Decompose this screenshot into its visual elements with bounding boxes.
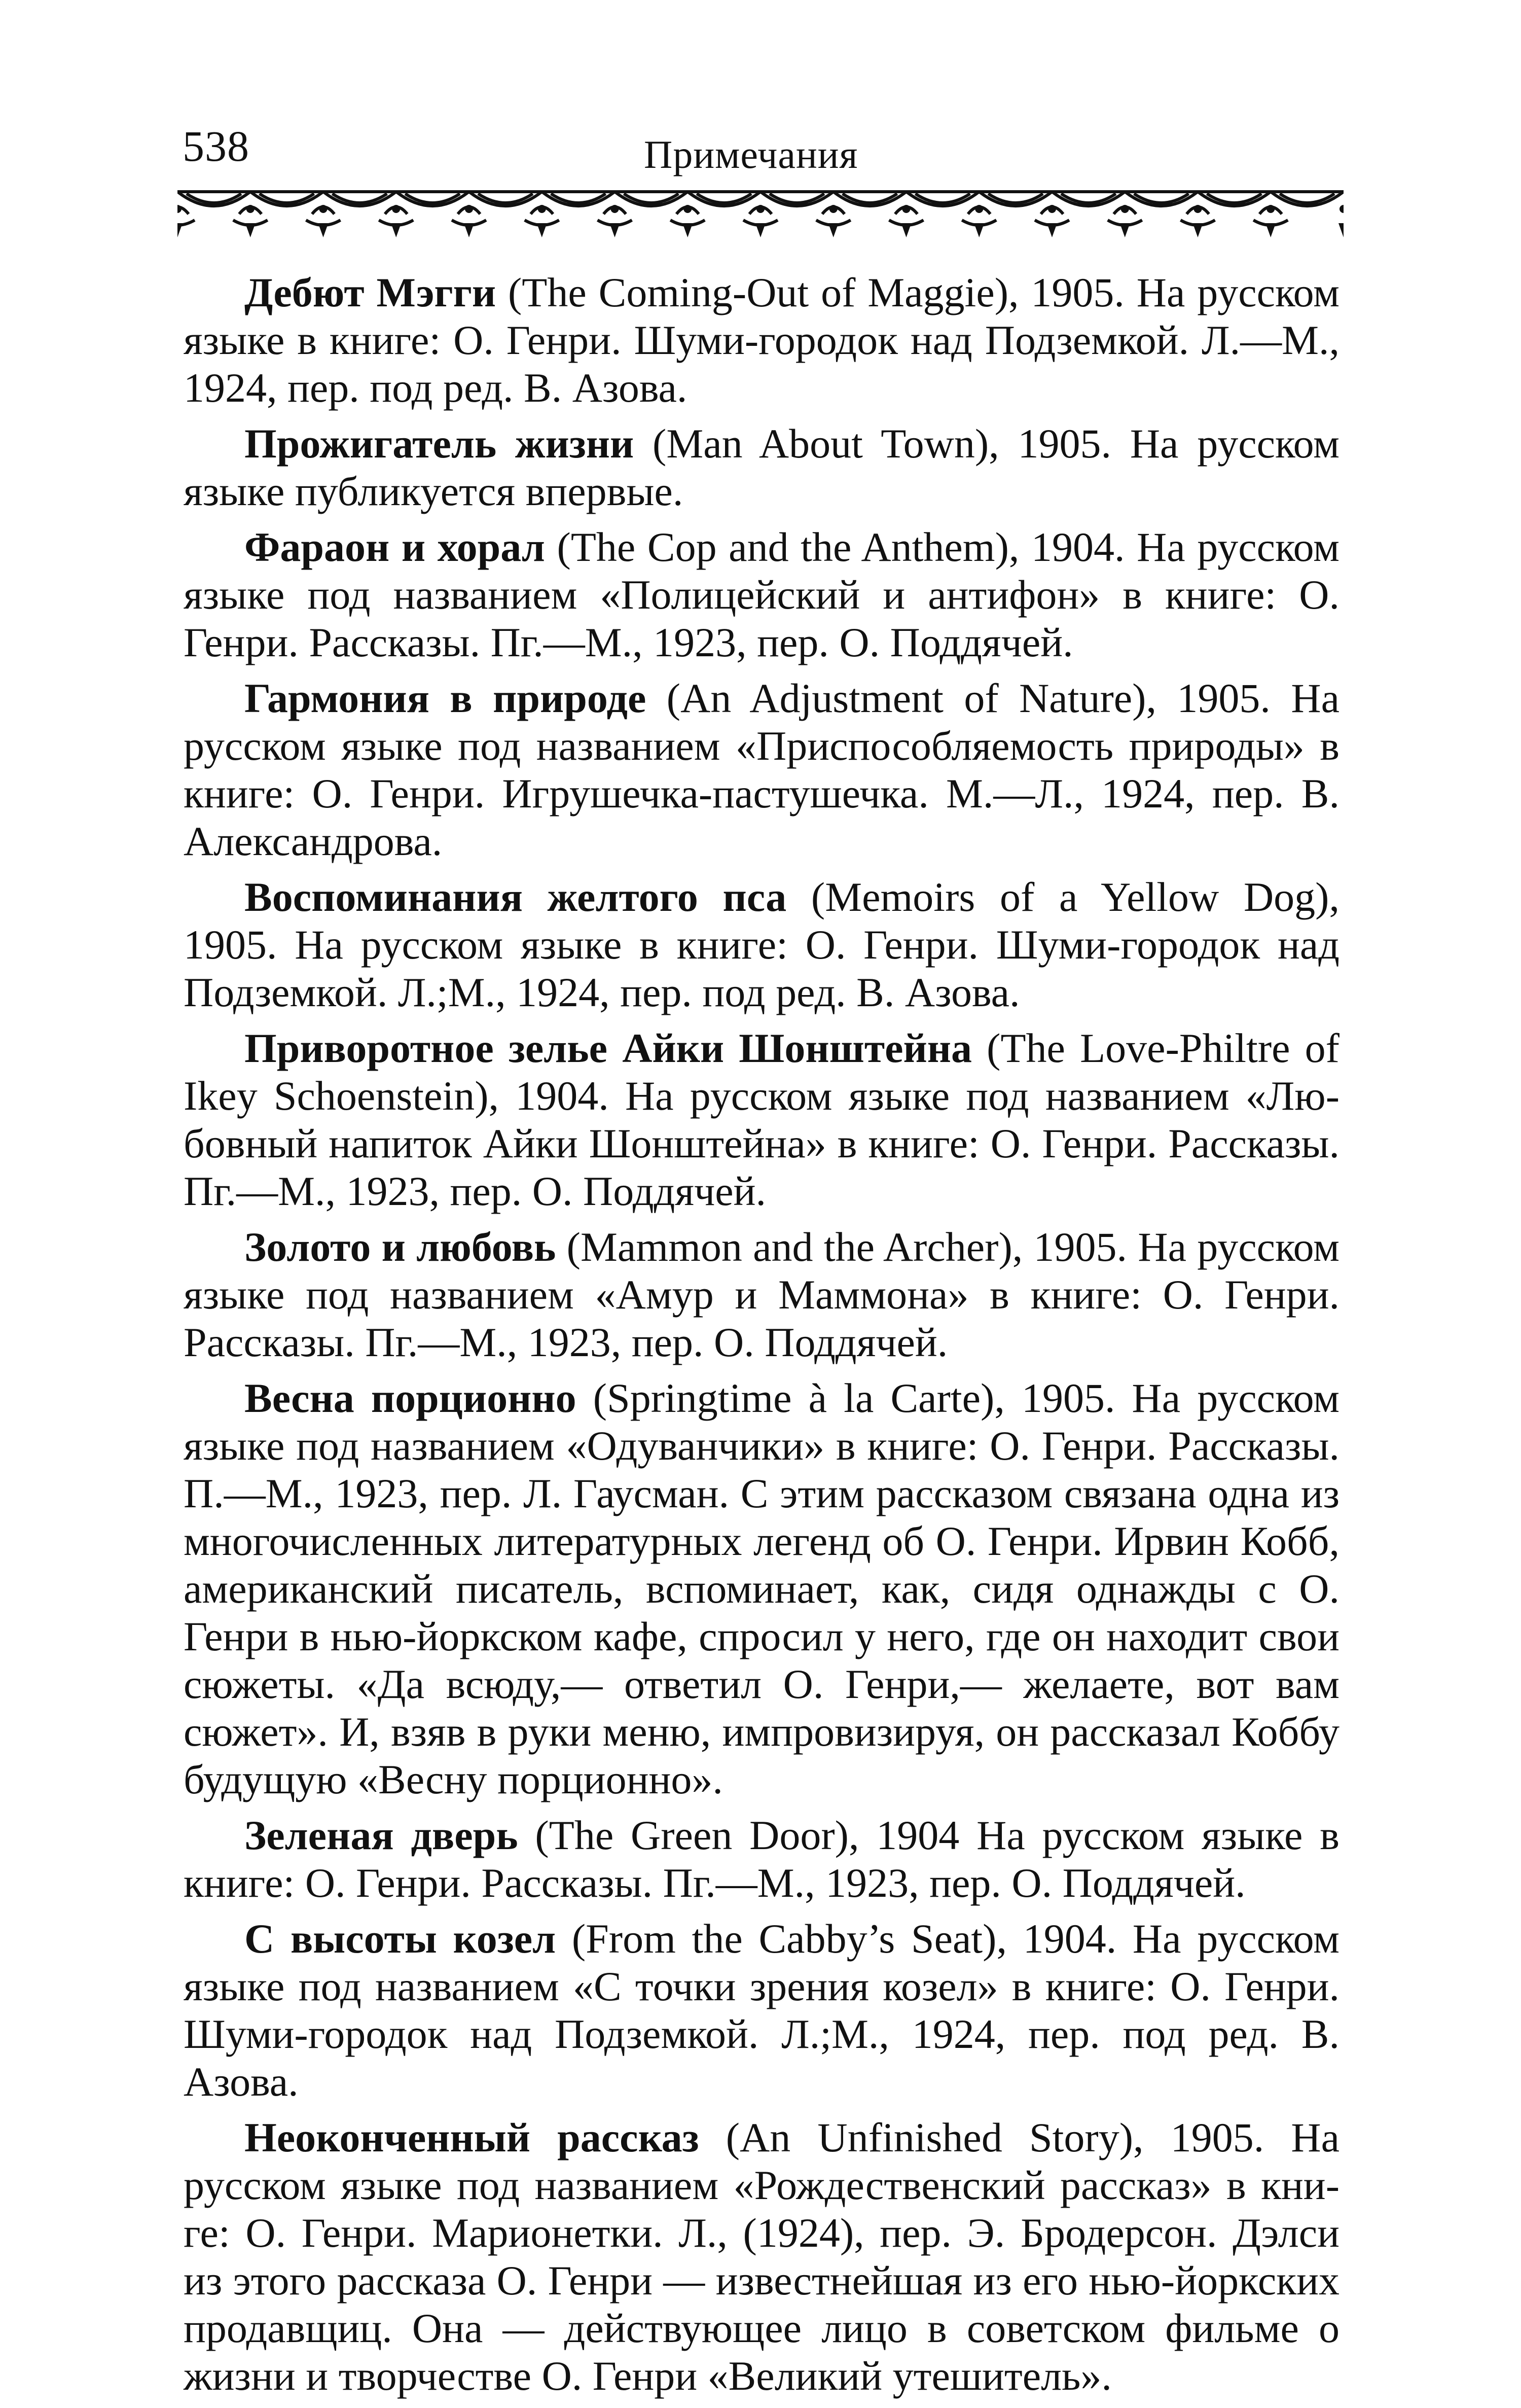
- note-title: Зеленая дверь: [244, 1812, 518, 1858]
- ornament-bead: [1048, 205, 1056, 213]
- note-entry: [184, 420, 1339, 515]
- note-text: (An Unfinished Story), 1905. На русском языке под названием «Рождественский рассказ» в книге: О. Генри. Марионетки. Л., (1924), пер. Э. Бродерсон. Дэлси из этого рассказа О. Генри — известнейшая из его нью-йоркских продавщиц. Она — действующее лицо в советском фильме о жизни и творчестве О. Генри «Великий утешитель».: [184, 2114, 1339, 2399]
- running-head-title: Примечания: [644, 132, 858, 176]
- ornament-drop: [1047, 223, 1057, 237]
- note-entry: [184, 2114, 1339, 2400]
- note-text: (The Green Door), 1904 На русском языке в книге: О. Генри. Рассказы. Пг.—М., 1923, пер. О. Поддячей.: [184, 1812, 1339, 1906]
- note-text: (The Cop and the Anthem), 1904. На русском языке под названием «Полицейский и антифон» в книге: О. Генри. Рассказы. Пг.—М., 1923, пер. О. Поддячей.: [184, 524, 1339, 665]
- note-entry: [184, 1374, 1339, 1803]
- ornament-drop: [974, 223, 984, 237]
- note-title: Фараон и хорал: [244, 524, 545, 570]
- ornament-drop: [1265, 223, 1276, 237]
- note-text: (The Coming-Out of Maggie), 1905. На русском языке в книге: О. Генри. Шуми-городок над Подземкой. Л.—М., 1924, пер. под ред. В. Азова.: [184, 269, 1339, 411]
- ornament-bead: [902, 205, 911, 213]
- ornament-bead: [1339, 205, 1344, 213]
- ornament-bead: [829, 205, 838, 213]
- note-title: Дебют Мэгги: [244, 269, 496, 315]
- ornament-bead: [319, 205, 328, 213]
- notes-list: [184, 269, 1339, 2408]
- note-title: Неоконченный рассказ: [244, 2114, 699, 2161]
- ornament-drop: [245, 223, 256, 237]
- note-entry: [184, 269, 1339, 412]
- ornament-drop: [1193, 223, 1203, 237]
- note-title: Золото и любовь: [244, 1224, 556, 1270]
- note-entry: [184, 675, 1339, 865]
- ornament-drop: [901, 223, 912, 237]
- note-entry: [184, 1024, 1339, 1215]
- ornament-drop: [1120, 223, 1130, 237]
- note-entry: [184, 523, 1339, 666]
- note-entry: [184, 1915, 1339, 2106]
- ornament-drop: [682, 223, 693, 237]
- ornament-bead: [975, 205, 983, 213]
- ornament-drop: [828, 223, 839, 237]
- ornament-bead: [538, 205, 546, 213]
- ornament-bead: [1121, 205, 1129, 213]
- note-text: (The Love-Philtre of Ikey Schoenstein), 1904. На русском языке под названием «Любовный напиток Айки Шонштейна» в книге: О. Генри. Рассказы. Пг.—М., 1923, пер. О. Поддячей.: [184, 1025, 1339, 1214]
- note-title: Приворотное зелье Айки Шонштейна: [244, 1025, 972, 1071]
- ornament-drop: [391, 223, 401, 237]
- note-text: (From the Cabby’s Seat), 1904. На русском языке под названием «С точки зрения козел» в книге: О. Генри. Шуми-городок над Подземкой. Л.;М., 1924, пер. под ред. В. Азова.: [184, 1916, 1339, 2105]
- note-title: Прожигатель жизни: [244, 420, 634, 467]
- note-text: (An Adjustment of Nature), 1905. На русском языке под названием «Приспособляемость природы» в книге: О. Генри. Игрушечка-пастушечка. М.—Л., 1924, пер. В. Александрова.: [184, 675, 1339, 864]
- note-text: (Mammon and the Archer), 1905. На русском языке под названием «Амур и Маммона» в книге: О. Генри. Рассказы. Пг.—М., 1923, пер. О. Поддячей.: [184, 1224, 1339, 1365]
- ornament-bead: [392, 205, 400, 213]
- note-text: (Springtime à la Carte), 1905. На русском языке под названием «Одуванчики» в книге: О. Генри. Рассказы. П.—М., 1923, пер. Л. Гаусман. С этим рассказом связана одна из многочисленных литературных легенд об О. Генри. Ирвин Кобб, американский писатель, вспоминает, как, сидя однажды с О. Генри в нью-йоркском кафе, спросил у него, где он находит свои сюжеты. «Да всюду,— ответил О. Генри,— желаете, вот вам сюжет». И, взяв в руки меню, импровизируя, он рассказал Коббу будущую «Весну порционно».: [184, 1375, 1339, 1802]
- ornament-drop: [318, 223, 329, 237]
- page-number: 538: [183, 122, 249, 170]
- note-entry: [184, 873, 1339, 1016]
- ornament-bead: [756, 205, 765, 213]
- ornament-drop: [755, 223, 766, 237]
- ornament-bead: [683, 205, 692, 213]
- note-title: С высоты козел: [244, 1916, 556, 1962]
- ornament-bead: [465, 205, 473, 213]
- ornament-drop: [610, 223, 620, 237]
- ornament-bead: [611, 205, 619, 213]
- ornament-bead: [246, 205, 255, 213]
- note-title: Гармония в природе: [244, 675, 646, 721]
- ornament-drop: [537, 223, 547, 237]
- note-title: Весна порционно: [244, 1375, 576, 1421]
- ornamental-border: [177, 189, 1344, 239]
- note-text: (Man About Town), 1905. На русском языке публикуется впервые.: [184, 420, 1339, 514]
- note-title: Воспоминания желтого пса: [244, 874, 787, 920]
- note-text: (Memoirs of a Yellow Dog), 1905. На русском языке в книге: О. Генри. Шуми-городок над Подземкой. Л.;М., 1924, пер. под ред. В. Азова.: [184, 874, 1339, 1015]
- note-entry: [184, 1812, 1339, 1907]
- ornament-bead: [1194, 205, 1202, 213]
- ornament-drop: [464, 223, 474, 237]
- note-entry: [184, 1223, 1339, 1366]
- ornament-drop: [1338, 223, 1344, 237]
- ornament-bead: [1266, 205, 1275, 213]
